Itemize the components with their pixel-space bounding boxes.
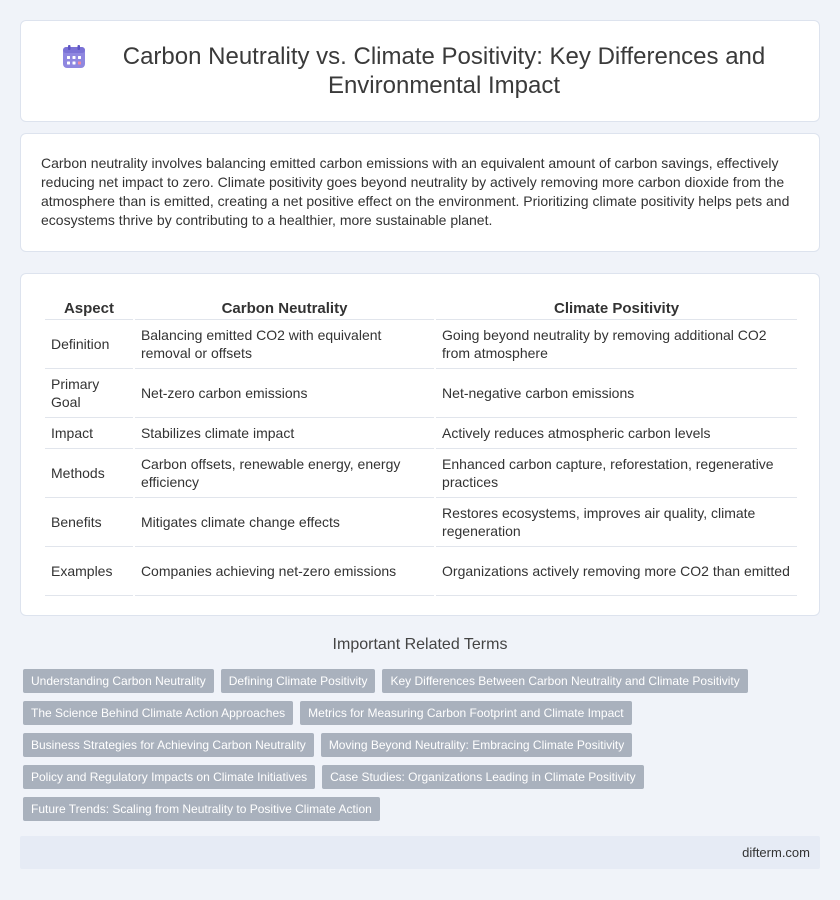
table-row (45, 547, 797, 596)
climate-positivity-cell: Going beyond neutrality by removing additional CO2 from atmosphere (436, 320, 797, 369)
climate-positivity-cell: Enhanced carbon capture, reforestation, regenerative practices (436, 449, 797, 498)
column-header-carbon-neutrality: Carbon Neutrality (135, 294, 434, 320)
climate-positivity-cell: Net-negative carbon emissions (436, 369, 797, 418)
carbon-neutrality-cell: Net-zero carbon emissions (135, 369, 434, 418)
related-terms-heading: Important Related Terms (332, 636, 508, 653)
related-term-tag[interactable]: Key Differences Between Carbon Neutrality and Climate Positivity (382, 669, 747, 693)
comparison-table (43, 294, 799, 596)
related-term-tag[interactable]: Moving Beyond Neutrality: Embracing Climate Positivity (321, 733, 632, 757)
related-term-tag[interactable]: Case Studies: Organizations Leading in Climate Positivity (322, 765, 643, 789)
column-header-climate-positivity: Climate Positivity (436, 294, 797, 320)
header-card (20, 20, 820, 122)
tag-row (23, 701, 823, 725)
carbon-neutrality-cell: Stabilizes climate impact (135, 418, 434, 449)
row-aspect-cell: Definition (45, 320, 133, 369)
related-term-tag[interactable]: The Science Behind Climate Action Approaches (23, 701, 293, 725)
table-row (45, 498, 797, 547)
table-row (45, 320, 797, 369)
row-aspect-cell: Primary Goal (45, 369, 133, 418)
carbon-neutrality-cell: Mitigates climate change effects (135, 498, 434, 547)
row-aspect-cell: Benefits (45, 498, 133, 547)
climate-positivity-cell: Organizations actively removing more CO2 than emitted (436, 547, 797, 596)
table-row (45, 369, 797, 418)
row-aspect-cell: Methods (45, 449, 133, 498)
title-wrap (21, 21, 819, 121)
carbon-neutrality-cell: Balancing emitted CO2 with equivalent removal or offsets (135, 320, 434, 369)
tag-row (23, 733, 823, 757)
climate-positivity-cell: Actively reduces atmospheric carbon levels (436, 418, 797, 449)
footer-site-link[interactable]: difterm.com (742, 845, 810, 860)
footer-bar (20, 836, 820, 869)
related-term-tag[interactable]: Metrics for Measuring Carbon Footprint and Climate Impact (300, 701, 631, 725)
related-term-tag[interactable]: Business Strategies for Achieving Carbon Neutrality (23, 733, 314, 757)
comparison-table-card (20, 273, 820, 616)
related-term-tag[interactable]: Future Trends: Scaling from Neutrality to Positive Climate Action (23, 797, 380, 821)
table-row (45, 449, 797, 498)
intro-card (20, 133, 820, 252)
related-term-tag[interactable]: Defining Climate Positivity (221, 669, 376, 693)
row-aspect-cell: Examples (45, 547, 133, 596)
climate-positivity-cell: Restores ecosystems, improves air quality, climate regeneration (436, 498, 797, 547)
tag-row (23, 797, 823, 821)
row-aspect-cell: Impact (45, 418, 133, 449)
calendar-icon (61, 44, 87, 70)
table-header-row (45, 294, 797, 320)
tag-row (23, 765, 823, 789)
column-header-aspect: Aspect (45, 294, 133, 320)
carbon-neutrality-cell: Carbon offsets, renewable energy, energy efficiency (135, 449, 434, 498)
related-term-tag[interactable]: Understanding Carbon Neutrality (23, 669, 214, 693)
related-terms-tags (23, 669, 823, 829)
tag-row (23, 669, 823, 693)
intro-paragraph: Carbon neutrality involves balancing emitted carbon emissions with an equivalent amount of carbon savings, effectively reducing net impact to zero. Climate positivity goes beyond neutrality by actively removing more carbon dioxide from the atmosphere than is emitted, creating a net positive effect on the environment. Prioritizing climate positivity helps pets and ecosystems thrive by contributing to a healthier, more sustainable planet. (41, 155, 790, 228)
related-term-tag[interactable]: Policy and Regulatory Impacts on Climate Initiatives (23, 765, 315, 789)
page-title: Carbon Neutrality vs. Climate Positivity: Key Differences and Environmental Impact (122, 43, 766, 99)
carbon-neutrality-cell: Companies achieving net-zero emissions (135, 547, 434, 596)
table-row (45, 418, 797, 449)
